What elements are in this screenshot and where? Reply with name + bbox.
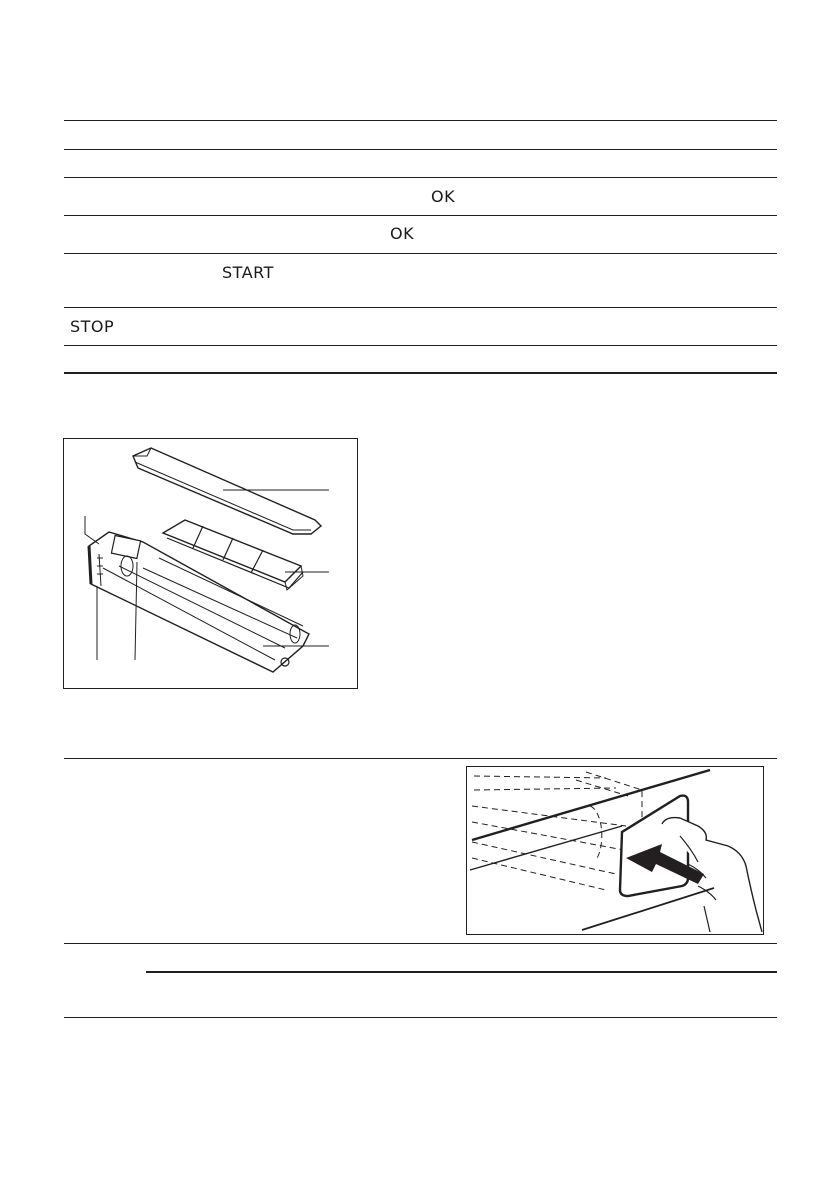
table-rule-4 [64, 215, 777, 216]
stop-key-label: STOP [70, 317, 115, 336]
table-rule-7 [64, 345, 777, 346]
start-key-label: START [222, 263, 274, 282]
hand-pushing-icon [466, 766, 764, 935]
section-rule-3 [64, 1017, 777, 1018]
table-rule-3 [64, 177, 777, 178]
section-rule-1 [64, 758, 777, 759]
note-rule [146, 971, 777, 973]
table-rule-6 [64, 307, 777, 308]
table-rule-2 [64, 149, 777, 150]
insert-figure [466, 766, 764, 935]
ok-key-label-2: OK [390, 224, 415, 243]
ok-key-label-1: OK [431, 187, 456, 206]
section-rule-2 [64, 943, 777, 944]
table-rule-5 [64, 253, 777, 254]
dispenser-diagram-icon [63, 438, 358, 689]
table-rule-1 [64, 120, 777, 121]
table-rule-bottom [64, 372, 777, 374]
dispenser-figure [63, 438, 358, 689]
